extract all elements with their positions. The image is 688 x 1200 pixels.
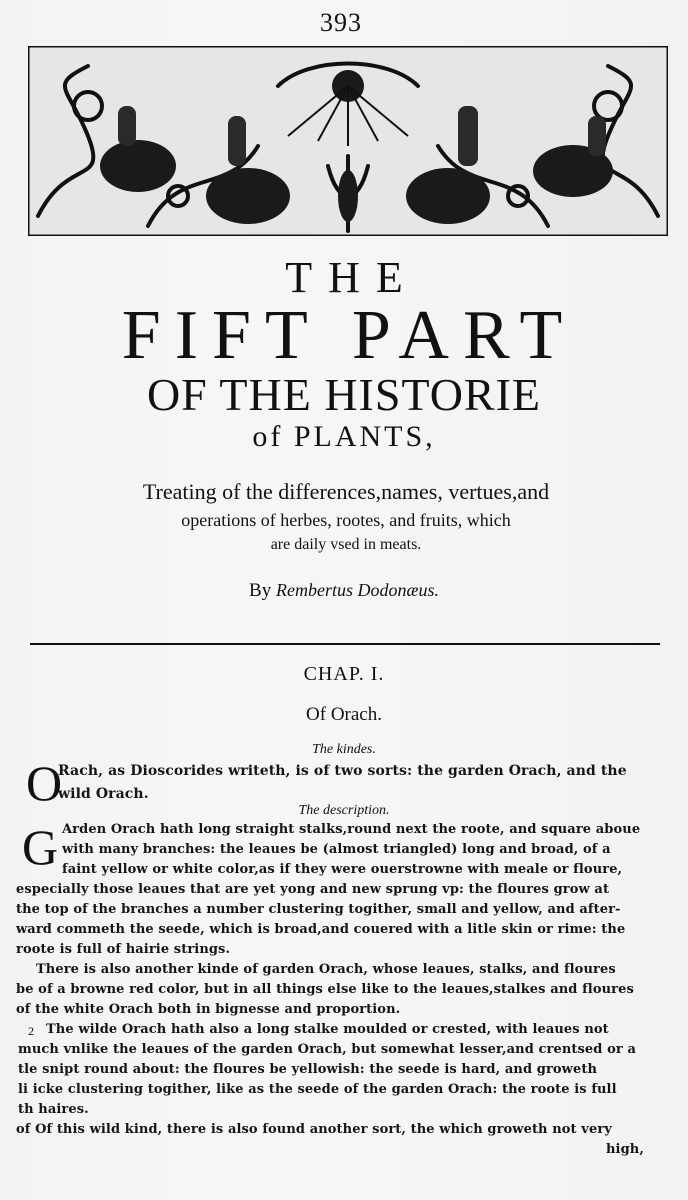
paragraph2-line-1: There is also another kinde of garden Orach, whose leaues, stalks, and floures <box>36 962 616 977</box>
kindes-line-2: wild Orach. <box>58 786 149 802</box>
description-line-7: roote is full of hairie strings. <box>16 942 231 957</box>
paragraph3-line-4: li icke clustering togither, like as the seede of the garden Orach: the roote is full <box>18 1082 617 1097</box>
paragraph3-line-5: th haires. <box>18 1102 89 1117</box>
paragraph2-line-3: of the white Orach both in bignesse and proportion. <box>16 1002 401 1017</box>
byline <box>0 580 688 602</box>
section-title: Of Orach. <box>306 704 382 725</box>
paragraph3-number: 2 <box>28 1024 34 1038</box>
description-line-1: Arden Orach hath long straight stalks,round next the roote, and square aboue <box>62 822 641 837</box>
title-the: THE <box>285 253 419 302</box>
title-of-the-historie: OF THE HISTORIE <box>146 369 542 420</box>
page-number: 393 <box>320 8 362 37</box>
byline-author: Rembertus Dodonæus. <box>275 580 439 600</box>
drop-cap-g: G <box>22 819 59 875</box>
drop-cap-o: O <box>26 755 63 811</box>
paragraph4-line-1: of Of this wild kind, there is also found another sort, the which groweth not very <box>16 1122 612 1137</box>
title-of-plants: of PLANTS, <box>252 420 436 453</box>
kindes-line-1: Rach, as Dioscorides writeth, is of two sorts: the garden Orach, and the <box>58 763 627 779</box>
paragraph2-line-2: be of a browne red color, but in all things else like to the leaues,stalkes and floures <box>16 982 634 997</box>
description-line-3: faint yellow or white color,as if they were ouerstrowne with meale or floure, <box>62 862 623 877</box>
title-fift-part: FIFT PART <box>121 297 577 374</box>
description-line-4: especially those leaues that are yet yong and new sprung vp: the floures grow at <box>16 882 610 897</box>
divider-rule <box>30 643 660 645</box>
paragraph3-line-1: The wilde Orach hath also a long stalke moulded or crested, with leaues not <box>46 1022 609 1037</box>
subtitle-line-1: Treating of the differences,names, vertues,and <box>142 479 550 504</box>
paragraph3-line-3: tle snipt round about: the floures be yellowish: the seede is hard, and groweth <box>18 1062 597 1077</box>
woodcut-headpiece-ornament <box>28 46 668 236</box>
chapter-heading: CHAP. I. <box>303 663 385 685</box>
subtitle-line-2: operations of herbes, rootes, and fruits, which <box>181 510 511 530</box>
byline-by: By <box>249 580 272 601</box>
description-label: The description. <box>298 803 390 818</box>
paragraph3-line-2: much vnlike the leaues of the garden Orach, but somewhat lesser,and crentsed or a <box>18 1042 636 1057</box>
subtitle <box>40 478 652 556</box>
kindes-label: The kindes. <box>312 742 376 757</box>
description-line-2: with many branches: the leaues be (almost triangled) long and broad, of a <box>62 842 611 857</box>
paragraph4-line-2: high, <box>606 1142 644 1157</box>
description-line-6: ward commeth the seede, which is broad,and couered with a litle skin or rime: the <box>16 922 626 937</box>
subtitle-line-3: are daily vsed in meats. <box>270 536 422 553</box>
description-line-5: the top of the branches a number clustering togither, small and yellow, and after- <box>16 902 621 917</box>
